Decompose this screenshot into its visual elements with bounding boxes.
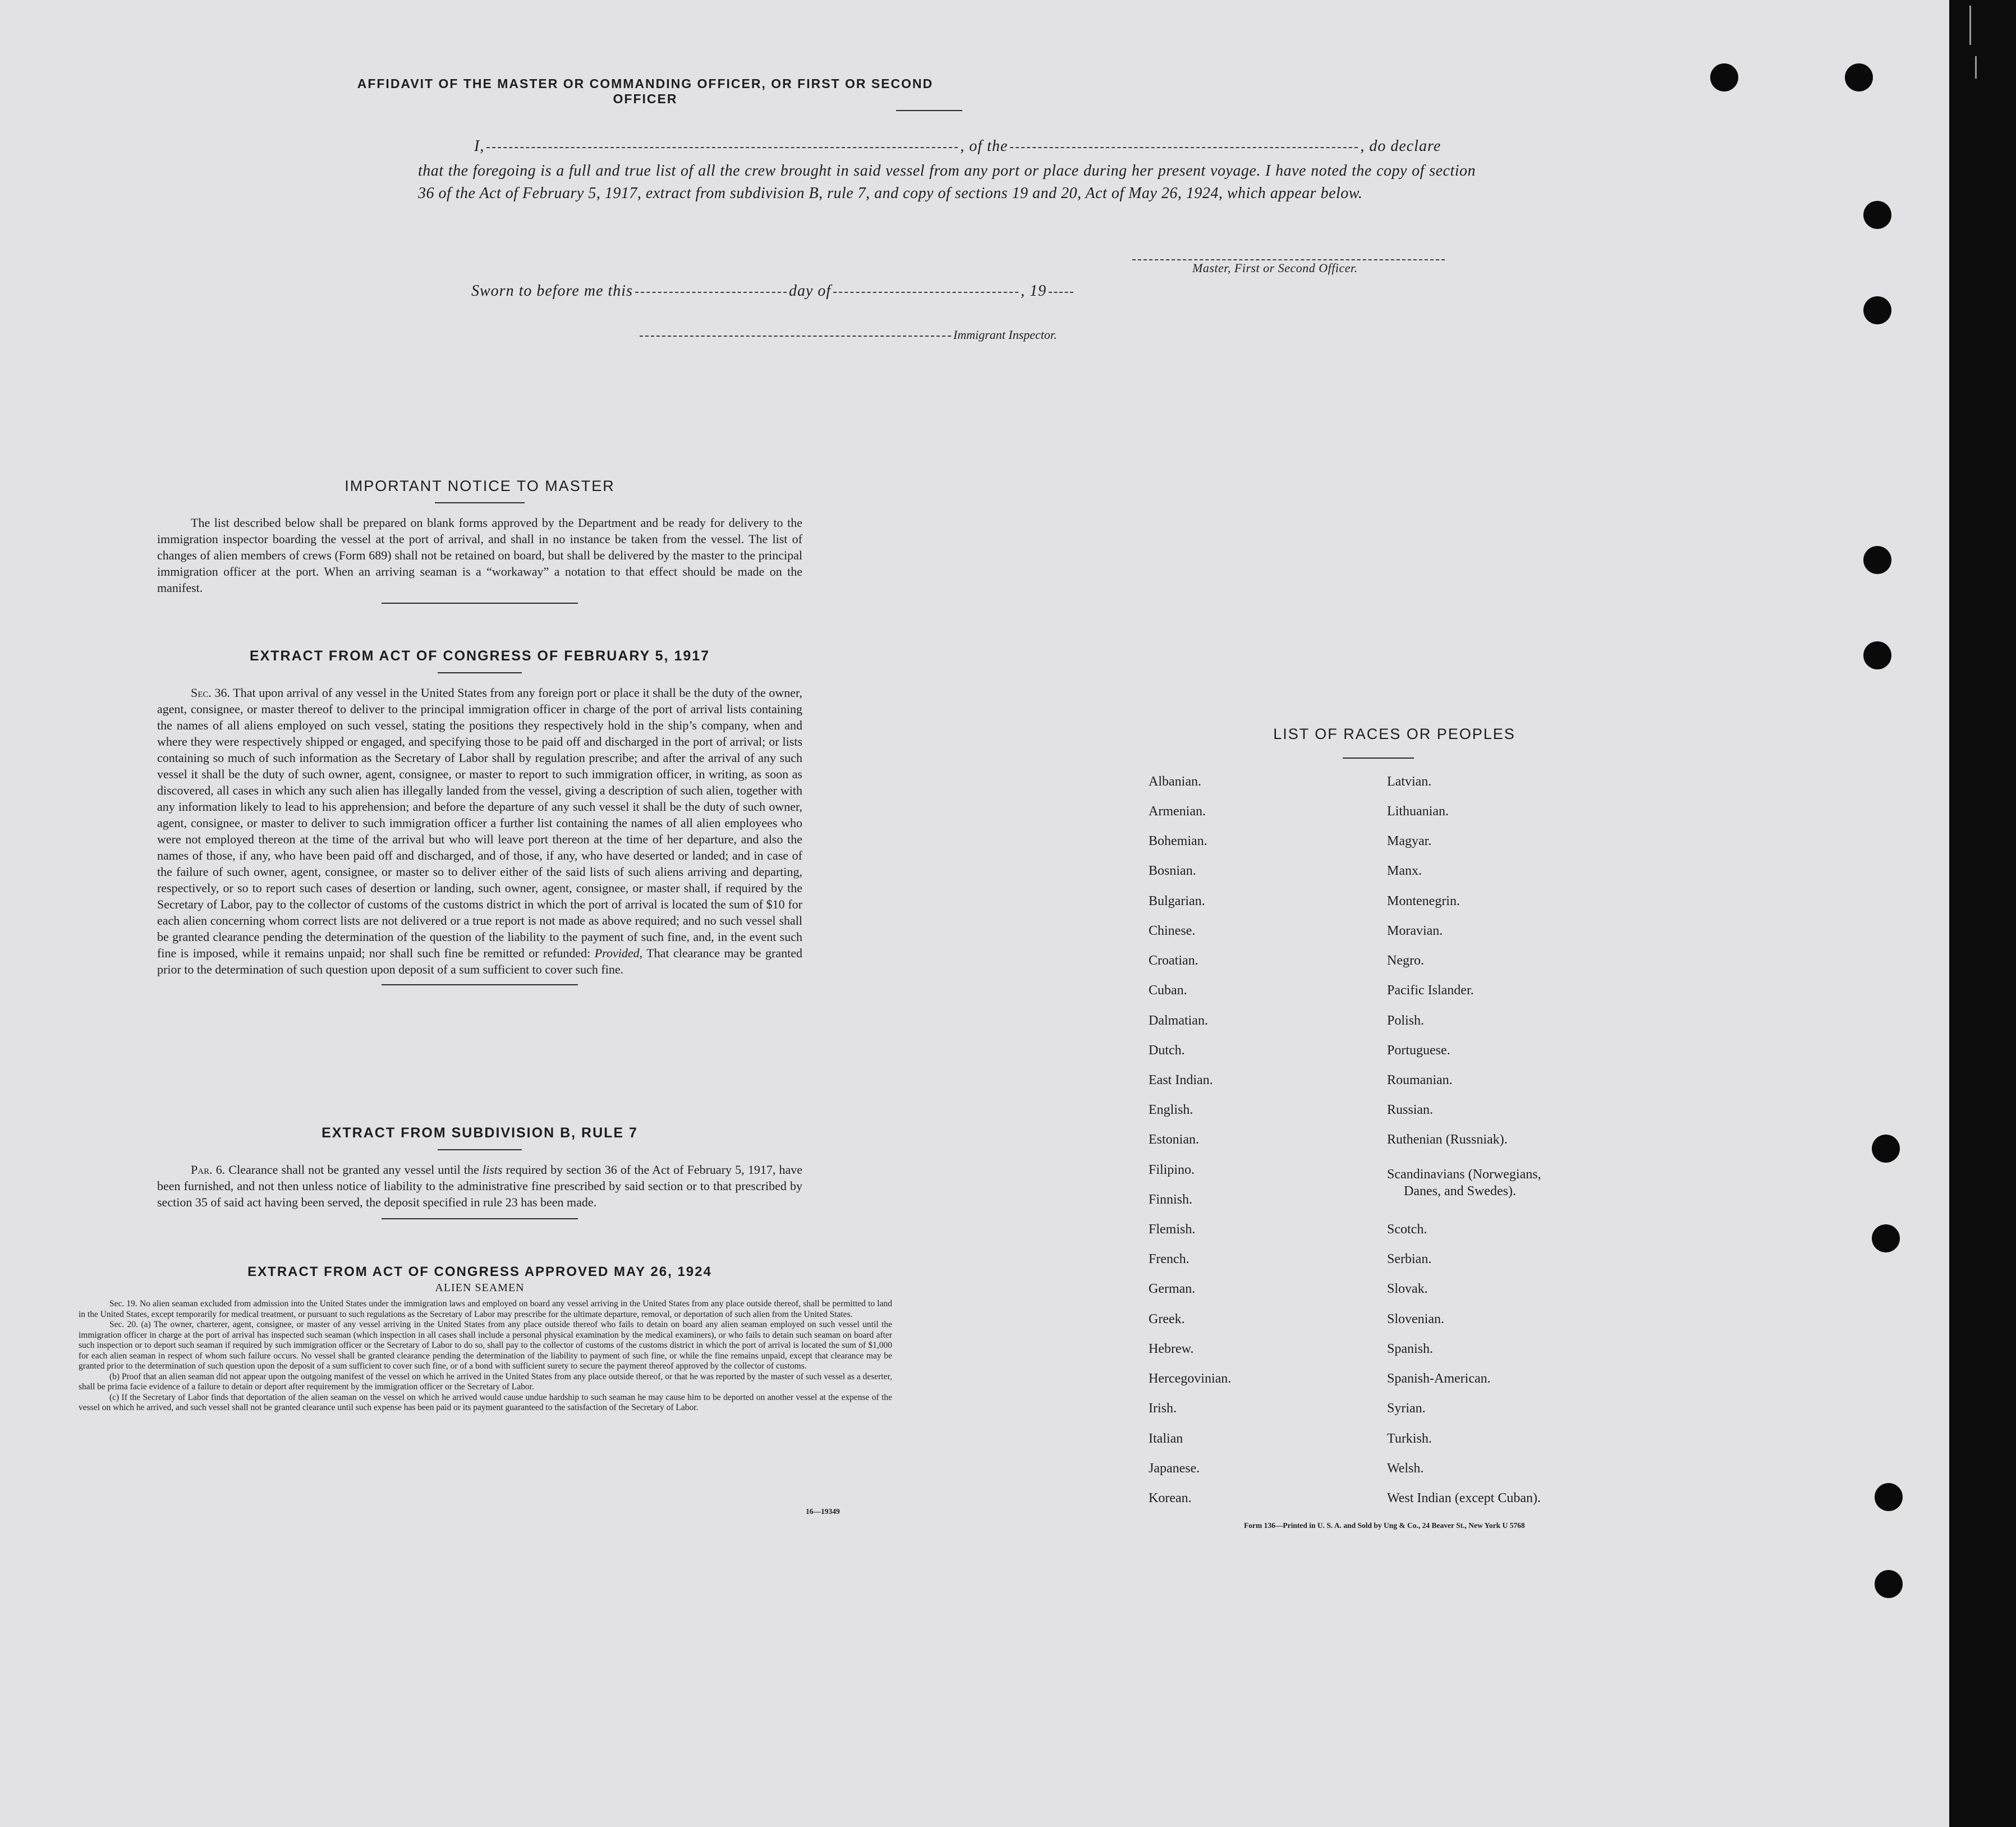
edge-mark — [1975, 56, 1977, 79]
extract-1917-title: EXTRACT FROM ACT OF CONGRESS OF FEBRUARY 5, 1917 — [249, 648, 710, 664]
race-item: Hercegovinian. — [1149, 1371, 1232, 1386]
race-item: Korean. — [1149, 1491, 1192, 1505]
inspector-label: Immigrant Inspector. — [953, 328, 1057, 342]
divider — [435, 502, 525, 503]
sworn-day-of: day of — [788, 282, 832, 300]
printer-imprint: Form 136—Printed in U. S. A. and Sold by Ung & Co., 24 Beaver St., New York U 5768 — [1244, 1521, 1525, 1530]
race-item: Slovak. — [1387, 1282, 1428, 1296]
race-item: West Indian (except Cuban). — [1387, 1491, 1541, 1505]
divider — [382, 603, 578, 604]
sworn-prefix: Sworn to before me this — [471, 282, 633, 300]
section-20a-text: Sec. 20. (a) The owner, charterer, agent, consignee, or master of any vessel arriving in the United States from any place outside thereof who fails to detain on board any alien seaman employed on such vessel until the immigration officer in charge at the port of arrival has inspected such seaman (which inspection in all cases shall include a personal physical examination by the medical examiners), or who fails to detain such seaman on board after such inspection or to deport such seaman if required by such immigration officer or the Secretary of Labor to do so, shall pay to the collector of customs of the customs district in which the port of arrival is located the sum of $1,000 for each alien seaman in respect of whom such failure occurs. No vessel shall be granted clearance pending the determination of the liability to payment of such fine, or while the fine remains unpaid, except that clearance may be granted prior to the determination of such question upon the deposit of a sum sufficient to cover such fine, or of a bond with sufficient surety to secure the payment thereof approved by the collector of customs. — [79, 1320, 892, 1371]
race-item: Filipino. — [1149, 1163, 1195, 1177]
punch-hole — [1875, 1483, 1903, 1511]
section-36-text: That upon arrival of any vessel in the United States from any foreign port or place it shall be the duty of the owner, agent, consignee, or master thereof to deliver to the principal immigration officer in charge of the port of arrival lists containing the names of all aliens employed on such vessel, stating the positions they respectively hold in the ship’s company, when and where they were respectively shipped or engaged, and specifying those to be paid off and discharged in the port of arrival; or lists containing so much of such information as the Secretary of Labor shall by regulation prescribe; and after the arrival of any such vessel it shall be the duty of such owner, agent, consignee, or master to report to such immigration officer, in writing, as soon as discovered, all cases in which any such alien has illegally landed from the vessel, giving a description of such alien, together with any information likely to lead to his apprehension; and before the departure of any such vessel it shall be the duty of such owner, agent, consignee, or master to deliver to such immigration officer a further list containing the names of all alien employees who were not employed thereon at the time of the arrival but who will leave port thereon at the time of her departure, and also the names of those, if any, who have been paid off and discharged, and of those, if any, who have deserted or landed; and in case of the failure of such owner, agent, consignee, or master so to deliver either of the said lists of such aliens arriving and departing, respectively, or so to report such cases of desertion or landing, such owner, agent, consignee, or master shall, if required by the Secretary of Labor, pay to the collector of customs of the customs district in which the port of arrival is located the sum of $10 for each alien concerning whom correct lists are not delivered or a true report is not made as above required; and no such vessel shall be granted clearance pending the determination of the question of the liability to the payment of such fine, and, in the event such fine is imposed, while it remains unpaid; nor shall such fine be remitted or refunded: — [157, 686, 803, 960]
race-item: Danes, and Swedes). — [1404, 1184, 1516, 1199]
race-item: Magyar. — [1387, 834, 1432, 848]
divider — [896, 110, 962, 111]
race-item: Montenegrin. — [1387, 894, 1460, 908]
section-label: Sec. 36. — [191, 686, 231, 700]
signature-line — [1132, 259, 1445, 260]
punch-hole — [1872, 1135, 1900, 1163]
extract-1917-body — [157, 685, 802, 977]
affidavit-title: AFFIDAVIT OF THE MASTER OR COMMANDING OFFICER, OR FIRST OR SECOND OFFICER — [357, 76, 934, 106]
race-item: German. — [1149, 1282, 1196, 1296]
race-item: Lithuanian. — [1387, 804, 1449, 819]
race-item: Japanese. — [1149, 1461, 1200, 1476]
punch-hole — [1863, 641, 1891, 669]
declaration-declare: , do declare — [1360, 137, 1441, 155]
divider — [382, 1218, 578, 1219]
race-item: Pacific Islander. — [1387, 983, 1474, 998]
section-36-end: That clearance may be granted prior to the determination of such question upon deposit of a sum sufficient to cover such fine. — [157, 946, 802, 976]
race-item: Bohemian. — [1149, 834, 1207, 848]
race-item: Dalmatian. — [1149, 1013, 1208, 1028]
race-item: Polish. — [1387, 1013, 1425, 1028]
punch-hole — [1710, 63, 1738, 91]
notice-title: IMPORTANT NOTICE TO MASTER — [345, 478, 615, 494]
race-item: Spanish-American. — [1387, 1371, 1491, 1386]
notice-section — [157, 478, 802, 604]
section-20c-text: (c) If the Secretary of Labor finds that deportation of the alien seaman on the vessel on which he arrived would cause undue hardship to such seaman he may cause him to be deported on another vessel at the expense of the vessel on which he arrived, and such vessel shall not be granted clearance until such expense has been paid or its payment guaranteed to the satisfaction of the Secretary of Labor. — [79, 1392, 892, 1412]
race-item: Greek. — [1149, 1312, 1185, 1326]
race-item: Croatian. — [1149, 953, 1198, 968]
provided-word: Provided, — [594, 946, 643, 960]
inspector-row — [640, 328, 1057, 342]
scan-border — [1949, 0, 2016, 1827]
divider — [382, 984, 578, 985]
race-item: Welsh. — [1387, 1461, 1424, 1476]
day-blank — [635, 292, 787, 293]
form-number: 16—19349 — [806, 1507, 840, 1516]
name-blank — [486, 147, 958, 148]
sworn-line — [471, 282, 1076, 300]
race-item: Russian. — [1387, 1103, 1434, 1117]
notice-body: The list described below shall be prepared on blank forms approved by the Department and be ready for delivery to the immigration inspector boarding the vessel at the port of arrival, and shall in no instance be taken from the vessel. The list of changes of alien members of crews (Form 689) shall not be retained on board, but shall be delivered by the master to the principal immigration officer at the port. When an arriving seaman is a “workaway” a notation to that effect should be made on the manifest. — [157, 516, 802, 595]
affidavit-body: that the foregoing is a full and true list of all the crew brought in said vessel from any port or place during her present voyage. I have noted the copy of section 36 of the Act of February 5, 1917, extract from subdivision B, rule 7, and copy of sections 19 and 20, Act of May 26, 1924, which appear below. — [418, 162, 1476, 202]
race-item: Moravian. — [1387, 924, 1443, 938]
section-19-text: Sec. 19. No alien seaman excluded from admission into the United States under the immigration laws and employed on board any vessel arriving in the United States from any place outside thereof, shall be permitted to land in the United States, except temporarily for medical treatment, or pursuant to such regulations as the Secretary of Labor may prescribe for the ultimate departure, removal, or deportation of such alien from the United States. — [79, 1299, 892, 1319]
declaration-of-the: , of the — [960, 137, 1008, 155]
race-item: Manx. — [1387, 864, 1422, 878]
race-item: English. — [1149, 1103, 1193, 1117]
par-label: Par. 6. — [191, 1163, 226, 1177]
race-item: Roumanian. — [1387, 1073, 1453, 1087]
punch-hole — [1845, 63, 1873, 91]
race-item: Bosnian. — [1149, 864, 1196, 878]
vessel-blank — [1010, 147, 1358, 148]
divider — [438, 1149, 522, 1150]
race-item: Turkish. — [1387, 1431, 1432, 1446]
race-item: French. — [1149, 1252, 1190, 1266]
subdivision-b-section — [157, 1125, 802, 1219]
race-item: Flemish. — [1149, 1222, 1196, 1237]
subdivision-b-body — [157, 1162, 802, 1210]
race-item: Slovenian. — [1387, 1312, 1444, 1326]
par-6-text-end: required by section 36 of the Act of February 5, 1917, have been furnished, and not then unless notice of liability to the administrative fine prescribed by said section or to that prescribed by section 35 of said act having been served, the deposit specified in rule 23 has been made. — [157, 1163, 803, 1209]
declaration-line — [474, 137, 1476, 155]
extract-1917-section — [157, 648, 802, 985]
race-item: Ruthenian (Russniak). — [1387, 1132, 1508, 1147]
punch-hole — [1863, 201, 1891, 229]
divider — [1343, 758, 1414, 759]
declaration-i: I, — [474, 137, 485, 155]
section-20b-text: (b) Proof that an alien seaman did not appear upon the outgoing manifest of the vessel on which he arrived in the United States from any place outside thereof, or that he was reported by the master of such vessel as a deserter, shall be prima facie evidence of a failure to detain or deport after requirement by the immigration officer or the Secretary of Labor. — [79, 1371, 892, 1392]
punch-hole — [1863, 546, 1891, 574]
lists-word: lists — [482, 1163, 503, 1177]
year-blank — [1049, 292, 1073, 293]
race-item: Latvian. — [1387, 774, 1432, 789]
race-item: Syrian. — [1387, 1401, 1426, 1416]
race-item: Spanish. — [1387, 1342, 1434, 1356]
punch-hole — [1875, 1570, 1903, 1598]
race-item: Chinese. — [1149, 924, 1196, 938]
par-6-text: Clearance shall not be granted any vessel until the — [228, 1163, 479, 1177]
edge-mark — [1969, 6, 1971, 45]
race-item: Hebrew. — [1149, 1342, 1194, 1356]
signature-label: Master, First or Second Officer. — [1192, 261, 1358, 275]
inspector-signature-blank — [640, 336, 951, 337]
race-item: Dutch. — [1149, 1043, 1185, 1058]
punch-hole — [1863, 296, 1891, 324]
extract-1924-title: EXTRACT FROM ACT OF CONGRESS APPROVED MAY 26, 1924 — [247, 1264, 712, 1279]
punch-hole — [1872, 1224, 1900, 1252]
extract-1924-body — [79, 1299, 892, 1413]
extract-1924-section — [79, 1264, 892, 1413]
race-item: Scotch. — [1387, 1222, 1427, 1237]
extract-1924-subtitle: ALIEN SEAMEN — [435, 1282, 525, 1294]
month-blank — [833, 292, 1018, 293]
race-item: Bulgarian. — [1149, 894, 1205, 908]
race-item: Albanian. — [1149, 774, 1201, 789]
race-item: Estonian. — [1149, 1132, 1199, 1147]
race-item: Negro. — [1387, 953, 1424, 968]
sworn-year: , 19 — [1021, 282, 1047, 300]
race-item: Italian — [1149, 1431, 1183, 1446]
race-item: Scandinavians (Norwegians, — [1387, 1167, 1541, 1182]
race-item: Finnish. — [1149, 1192, 1193, 1207]
divider — [438, 672, 522, 673]
race-item: East Indian. — [1149, 1073, 1213, 1087]
race-item: Armenian. — [1149, 804, 1206, 819]
race-item: Portuguese. — [1387, 1043, 1450, 1058]
subdivision-b-title: EXTRACT FROM SUBDIVISION B, RULE 7 — [322, 1125, 638, 1141]
race-item: Cuban. — [1149, 983, 1187, 998]
race-item: Irish. — [1149, 1401, 1177, 1416]
race-item: Serbian. — [1387, 1252, 1432, 1266]
races-title: LIST OF RACES OR PEOPLES — [1273, 726, 1516, 742]
